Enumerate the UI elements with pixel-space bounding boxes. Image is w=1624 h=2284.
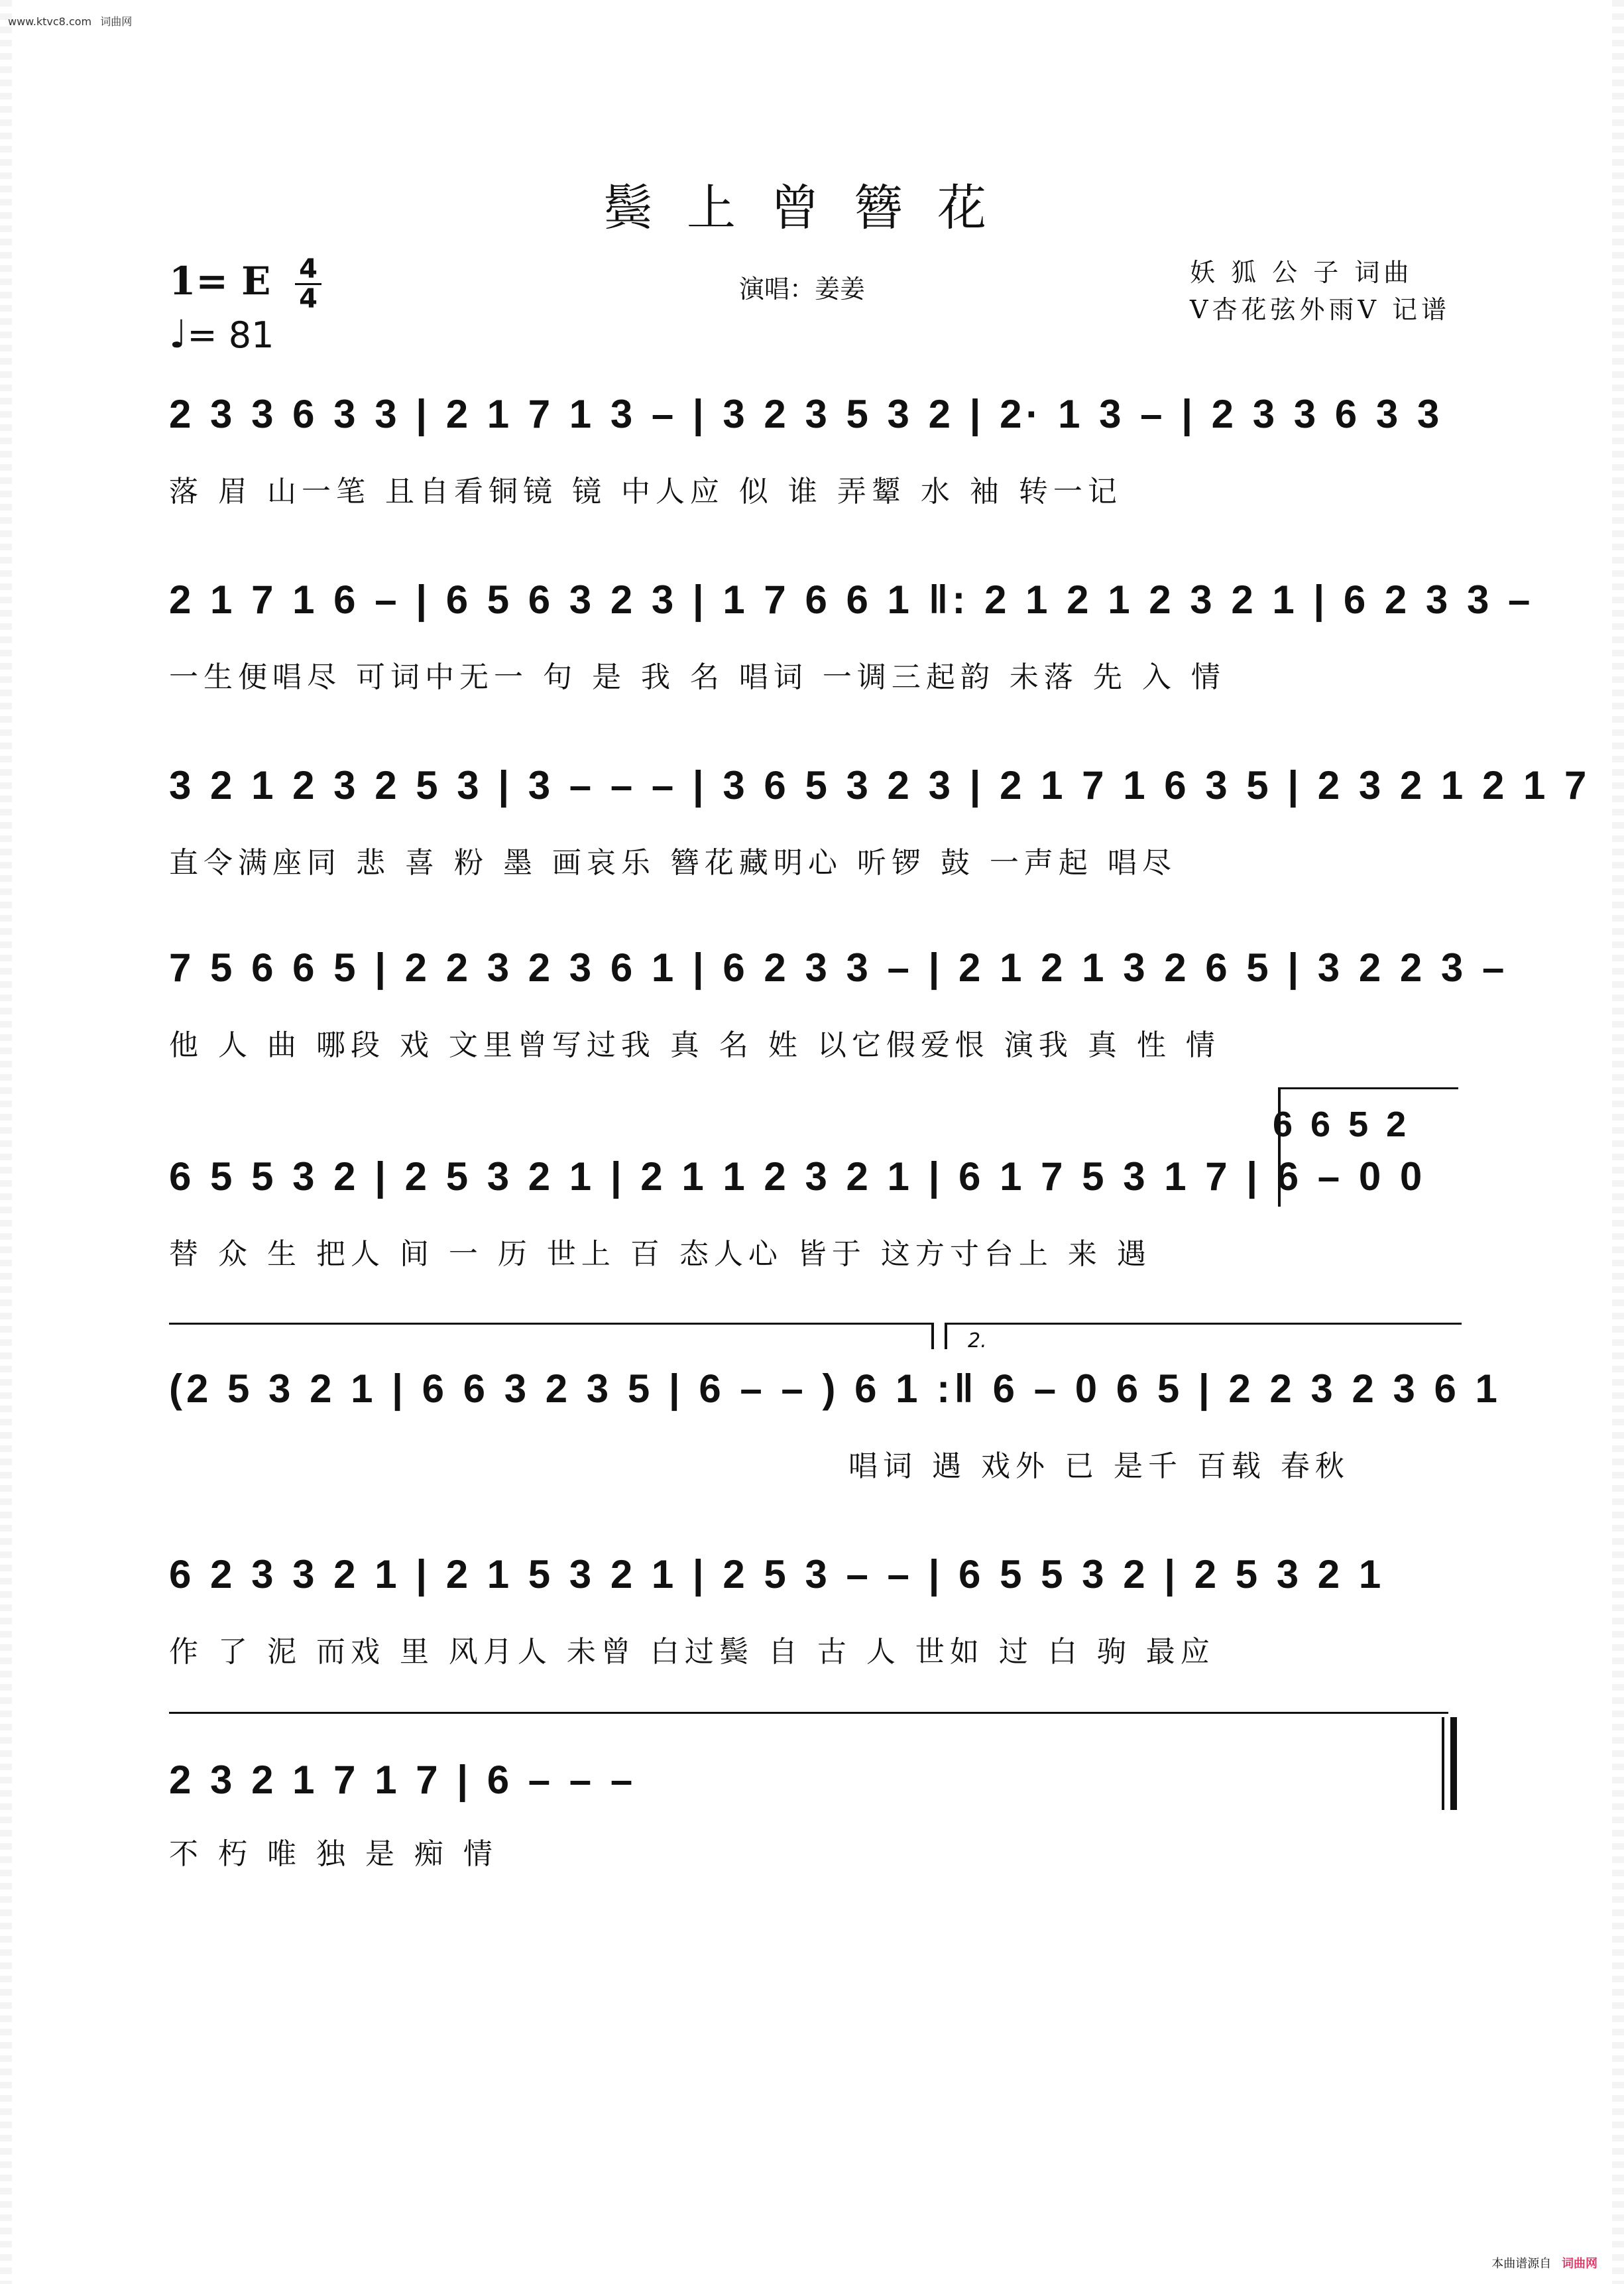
footer-note: 本曲谱源自 [1491, 2257, 1552, 2271]
time-bottom: 4 [299, 284, 318, 314]
lyrics-line: 唱词 遇 戏外 已 是千 百载 春秋 [848, 1449, 1350, 1483]
site-name: 词曲网 [100, 15, 133, 28]
lyrics-line: 直令满座同 悲 喜 粉 墨 画哀乐 簪花藏明心 听锣 鼓 一声起 唱尽 [169, 846, 1177, 880]
time-top: 4 [299, 254, 318, 284]
site-url[interactable]: www.ktvc8.com [8, 15, 92, 28]
notation-line: 3 2 1 2 3 2 5 3 | 3 – – – | 3 6 5 3 2 3 | 2 1 7 1 6 3 5 | 2 3 2 1 2 1 7 [169, 763, 1591, 808]
lyrics-line: 他 人 曲 哪段 戏 文里曾写过我 真 名 姓 以它假爱恨 演我 真 性 情 [169, 1028, 1220, 1062]
footer [1491, 2254, 1597, 2271]
tempo-value: = 81 [187, 314, 274, 356]
lyrics-line: 作 了 泥 而戏 里 风月人 未曾 白过鬓 自 古 人 世如 过 白 驹 最应 [169, 1635, 1215, 1669]
notation-line: 7 5 6 6 5 | 2 2 3 2 3 6 1 | 6 2 3 3 – | 2 1 2 1 3 2 6 5 | 3 2 2 3 – [169, 945, 1509, 990]
line-8-top-rule [169, 1712, 1448, 1714]
singer-credit: 演唱：姜姜 [739, 274, 866, 304]
final-barline-thick [1450, 1717, 1457, 1810]
first-ending-bracket-end [931, 1323, 934, 1349]
lyrics-line: 替 众 生 把人 间 一 历 世上 百 态人心 皆于 这方寸台上 来 遇 [169, 1237, 1151, 1271]
left-margin-strip [0, 0, 12, 2284]
lyrics-line: 落 眉 山一笔 且自看铜镜 镜 中人应 似 谁 弄颦 水 袖 转一记 [169, 475, 1122, 509]
lyricist-credit: 妖 狐 公 子 词曲 [1190, 258, 1413, 287]
footer-brand[interactable]: 词曲网 [1562, 2257, 1597, 2271]
key-signature: 1= E [169, 259, 271, 304]
notation-line: 2 1 7 1 6 – | 6 5 6 3 2 3 | 1 7 6 6 1 ‖: 2 1 2 1 2 3 2 1 | 6 2 3 3 – [169, 577, 1535, 622]
notation-line: 6 5 5 3 2 | 2 5 3 2 1 | 2 1 1 2 3 2 1 | 6 1 7 5 3 1 7 | 6 – 0 0 [169, 1154, 1426, 1199]
time-signature [295, 255, 321, 313]
lyrics-line: 不 朽 唯 独 是 痴 情 [169, 1837, 498, 1871]
notation-line: 2 3 3 6 3 3 | 2 1 7 1 3 – | 3 2 3 5 3 2 | 2· 1 3 – | 2 3 3 6 3 3 [169, 392, 1444, 436]
volta-bracket [1279, 1087, 1458, 1089]
right-margin-strip [1612, 0, 1624, 2284]
credits [1190, 254, 1450, 328]
lyrics-line: 一生便唱尽 可词中无一 句 是 我 名 唱词 一调三起韵 未落 先 入 情 [169, 660, 1226, 694]
notation-line: (2 5 3 2 1 | 6 6 3 2 3 5 | 6 – – ) 6 1 :‖ 6 – 0 6 5 | 2 2 3 2 3 6 1 [169, 1366, 1501, 1411]
first-ending-bracket [169, 1323, 931, 1325]
alternate-notes: 6 6 5 2 [1273, 1105, 1411, 1144]
tempo-marking [169, 312, 274, 357]
song-title: 鬓上曾簪花 [603, 180, 1021, 237]
quarter-note-icon: ♩ [169, 312, 188, 357]
second-ending-bracket-start [945, 1323, 947, 1349]
transcriber-credit: V杏花弦外雨V 记谱 [1190, 295, 1450, 324]
second-ending-number: 2. [968, 1329, 987, 1352]
site-header [8, 13, 137, 29]
final-barline-thin [1442, 1717, 1444, 1810]
second-ending-bracket [945, 1323, 1462, 1325]
notation-line: 2 3 2 1 7 1 7 | 6 – – – [169, 1758, 637, 1802]
notation-line: 6 2 3 3 2 1 | 2 1 5 3 2 1 | 2 5 3 – – | 6 5 5 3 2 | 2 5 3 2 1 [169, 1552, 1385, 1596]
